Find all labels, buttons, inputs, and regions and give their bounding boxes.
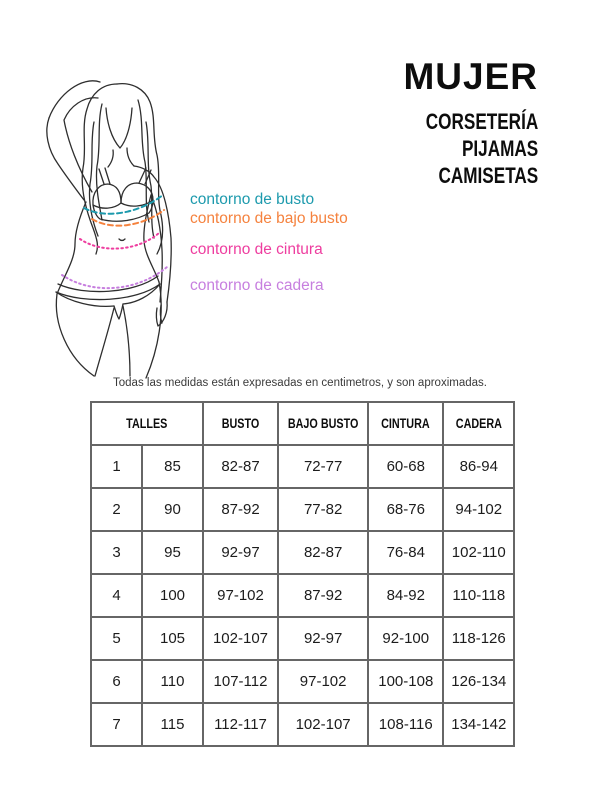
cell-talle: 3 <box>91 531 142 574</box>
cell-contorno: 95 <box>142 531 203 574</box>
cell-contorno: 105 <box>142 617 203 660</box>
table-row <box>91 531 514 574</box>
cell-talle: 7 <box>91 703 142 746</box>
cell-cintura: 84-92 <box>368 574 443 617</box>
neck-right <box>127 148 134 166</box>
cell-cadera: 102-110 <box>443 531 514 574</box>
right-leg-outer <box>146 282 161 378</box>
hair-strand <box>96 104 102 220</box>
table-row <box>91 488 514 531</box>
category-camisetas: CAMISETAS <box>438 162 538 188</box>
cell-busto: 97-102 <box>203 574 278 617</box>
header-talles: TALLES <box>91 402 203 445</box>
cell-cintura: 60-68 <box>368 445 443 488</box>
cell-busto: 102-107 <box>203 617 278 660</box>
left-leg-inner <box>95 308 114 376</box>
hip-measure-line <box>62 267 167 288</box>
cell-bajo-busto: 77-82 <box>278 488 368 531</box>
cell-cintura: 100-108 <box>368 660 443 703</box>
cell-busto: 112-117 <box>203 703 278 746</box>
label-contorno-cadera: contorno de cadera <box>190 277 324 294</box>
cell-busto: 87-92 <box>203 488 278 531</box>
cell-bajo-busto: 82-87 <box>278 531 368 574</box>
raised-arm-outer <box>47 118 84 200</box>
cell-busto: 92-97 <box>203 531 278 574</box>
category-list <box>394 108 538 189</box>
cell-cadera: 126-134 <box>443 660 514 703</box>
cell-talle: 1 <box>91 445 142 488</box>
header-cadera: CADERA <box>443 402 514 445</box>
face-outline <box>106 108 132 148</box>
brand-block <box>394 56 538 189</box>
panties-band-top <box>58 276 158 292</box>
woman-line-art <box>42 62 200 382</box>
cell-contorno: 85 <box>142 445 203 488</box>
cell-contorno: 110 <box>142 660 203 703</box>
cell-cintura: 76-84 <box>368 531 443 574</box>
category-pijamas: PIJAMAS <box>461 135 538 161</box>
cell-talle: 6 <box>91 660 142 703</box>
cell-busto: 107-112 <box>203 660 278 703</box>
cell-bajo-busto: 87-92 <box>278 574 368 617</box>
raised-arm-inner <box>64 98 98 192</box>
cell-contorno: 90 <box>142 488 203 531</box>
cell-talle: 4 <box>91 574 142 617</box>
neck-left <box>108 150 113 167</box>
cell-cintura: 92-100 <box>368 617 443 660</box>
cell-cadera: 118-126 <box>443 617 514 660</box>
size-table-container <box>90 401 515 747</box>
measurements-note: Todas las medidas están expresadas en centimetros, y son aproximadas. <box>113 377 487 389</box>
table-row <box>91 660 514 703</box>
cell-cadera: 110-118 <box>443 574 514 617</box>
cell-contorno: 115 <box>142 703 203 746</box>
label-contorno-busto: contorno de busto <box>190 191 315 208</box>
cell-talle: 2 <box>91 488 142 531</box>
cell-busto: 82-87 <box>203 445 278 488</box>
cell-bajo-busto: 72-77 <box>278 445 368 488</box>
table-row <box>91 574 514 617</box>
left-leg-outer <box>56 294 94 376</box>
bra-right-cup <box>121 183 153 206</box>
page-title: MUJER <box>403 56 538 97</box>
table-row <box>91 445 514 488</box>
header-busto: BUSTO <box>203 402 278 445</box>
right-leg-inner <box>123 306 130 376</box>
cell-contorno: 100 <box>142 574 203 617</box>
header-cintura: CINTURA <box>368 402 443 445</box>
cell-cadera: 94-102 <box>443 488 514 531</box>
size-table <box>90 401 515 747</box>
label-contorno-cintura: contorno de cintura <box>190 241 323 258</box>
panties-crotch <box>114 304 123 319</box>
cell-bajo-busto: 92-97 <box>278 617 368 660</box>
cell-bajo-busto: 102-107 <box>278 703 368 746</box>
table-header-row <box>91 402 514 445</box>
table-row <box>91 617 514 660</box>
table-row <box>91 703 514 746</box>
category-corseteria: CORSETERÍA <box>425 108 538 134</box>
label-contorno-bajo-busto: contorno de bajo busto <box>190 210 348 227</box>
woman-figure-illustration <box>42 62 200 382</box>
waist-measure-line <box>80 233 159 249</box>
cell-talle: 5 <box>91 617 142 660</box>
cell-cadera: 86-94 <box>443 445 514 488</box>
cell-bajo-busto: 97-102 <box>278 660 368 703</box>
raised-arm-forearm <box>49 81 100 118</box>
cell-cadera: 134-142 <box>443 703 514 746</box>
cell-cintura: 68-76 <box>368 488 443 531</box>
navel <box>119 239 125 241</box>
bra-strap-left <box>99 168 110 184</box>
header-bajo-busto: BAJO BUSTO <box>278 402 368 445</box>
cell-cintura: 108-116 <box>368 703 443 746</box>
